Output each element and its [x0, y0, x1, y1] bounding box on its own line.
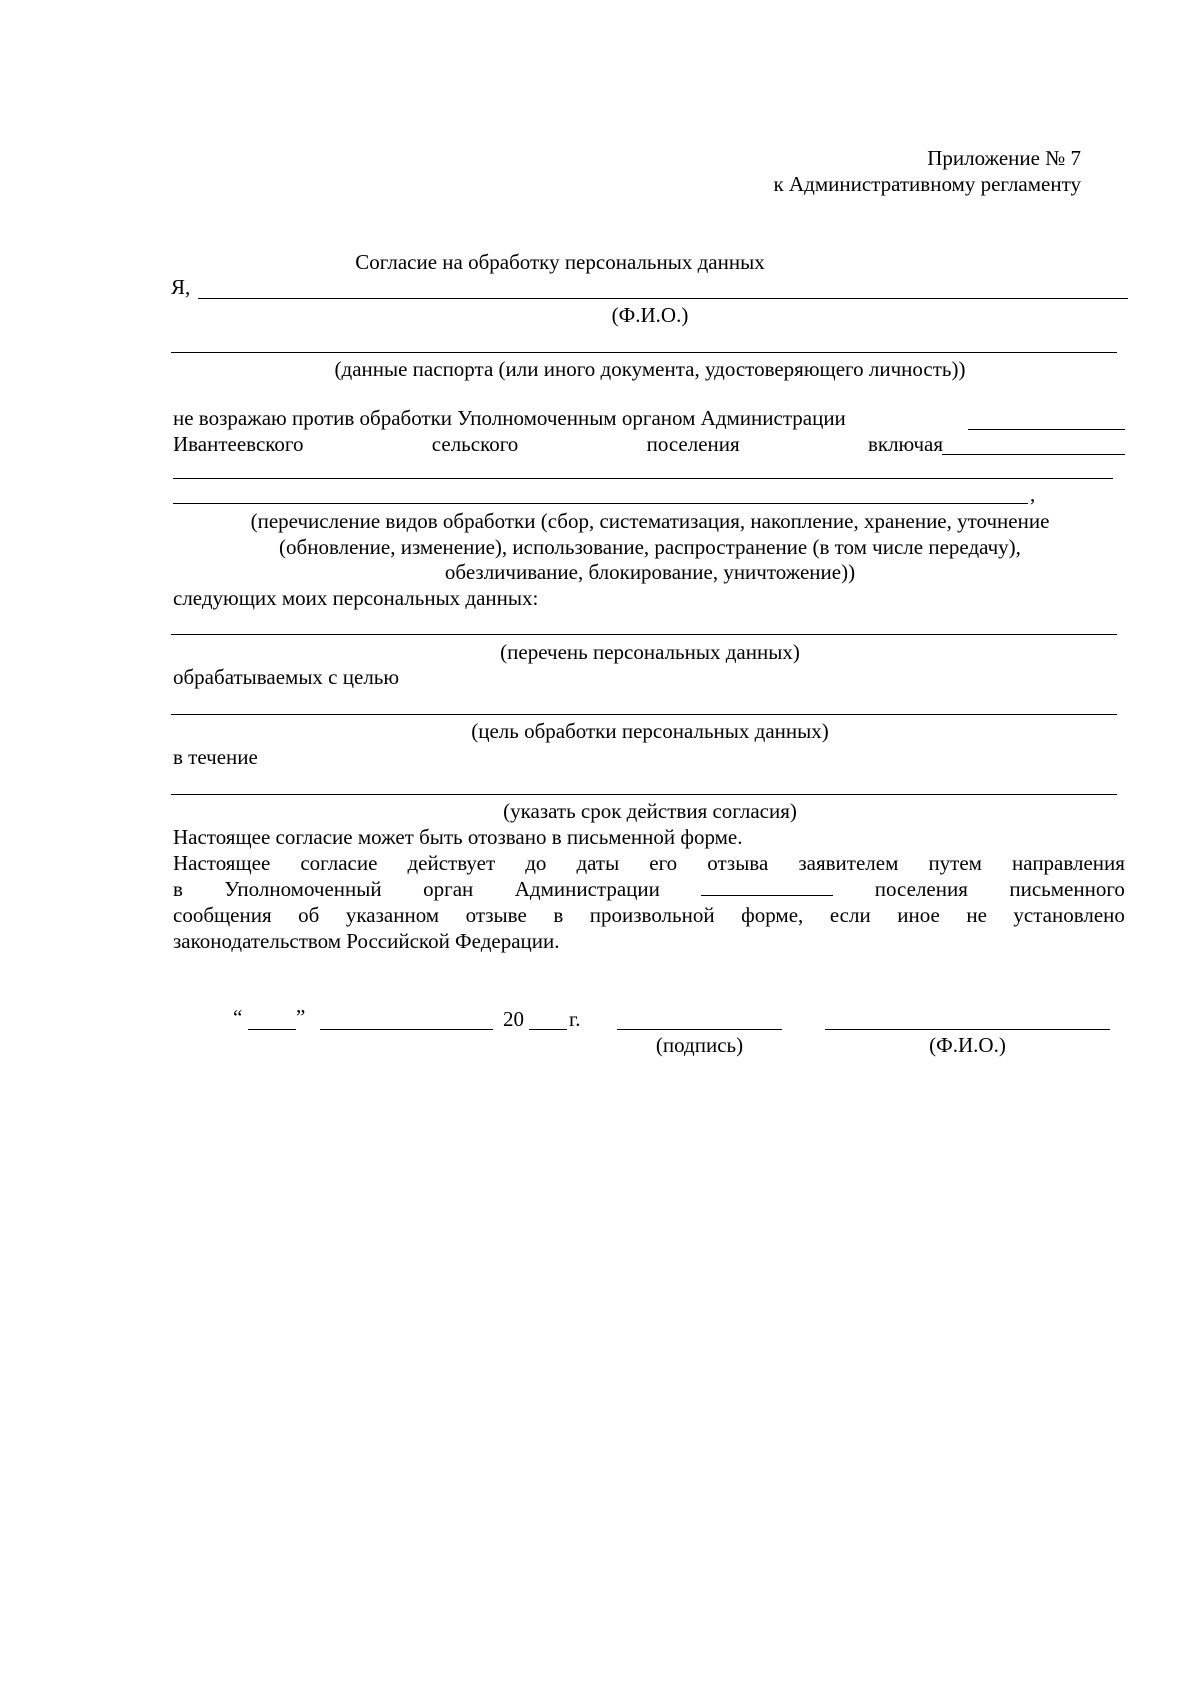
data-list-field[interactable] — [171, 634, 1117, 635]
administration-field[interactable] — [968, 429, 1125, 430]
year-field[interactable] — [529, 1029, 567, 1030]
term-caption: (указать срок действия согласия) — [503, 799, 797, 823]
passport-caption: (данные паспорта (или иного документа, удостоверяющего личность)) — [334, 357, 966, 381]
appendix-number: Приложение № 7 — [927, 146, 1081, 170]
processing-caption-3: обезличивание, блокирование, уничтожение)) — [444, 560, 856, 584]
word: согласие — [300, 851, 378, 875]
purpose-field[interactable] — [171, 714, 1117, 715]
word: Администрации — [514, 877, 660, 901]
word: Настоящее — [173, 851, 271, 875]
word: поселения — [874, 877, 968, 901]
signature-fio-caption: (Ф.И.О.) — [929, 1033, 1006, 1057]
word: установлено — [1013, 903, 1125, 927]
signature-caption: (подпись) — [655, 1033, 744, 1057]
word: сообщения — [173, 903, 272, 927]
fio-caption: (Ф.И.О.) — [611, 303, 689, 327]
word: если — [829, 903, 871, 927]
revocation-line2 — [173, 851, 1125, 875]
fio-field[interactable] — [198, 298, 1128, 299]
word: направления — [1012, 851, 1125, 875]
intro-label: Я, — [171, 275, 191, 299]
processing-caption-1: (перечисление видов обработки (сбор, систематизация, накопление, хранение, уточнение — [250, 509, 1050, 533]
passport-field[interactable] — [171, 352, 1117, 353]
date-quote-open: “ — [233, 1005, 243, 1029]
word: до — [525, 851, 547, 875]
month-field[interactable] — [320, 1029, 493, 1030]
data-list-caption: (перечень персональных данных) — [500, 640, 800, 664]
word: орган — [423, 877, 474, 901]
word: в — [173, 877, 183, 901]
word: форме, — [741, 903, 804, 927]
consent-text-line1: не возражаю против обработки Уполномоченным органом Администрации — [173, 406, 846, 430]
word: сельского — [431, 432, 519, 456]
word: произвольной — [589, 903, 715, 927]
signature-field[interactable] — [617, 1029, 782, 1030]
word: его — [649, 851, 678, 875]
date-quote-close: ” — [296, 1005, 306, 1029]
word: действует — [407, 851, 496, 875]
year-suffix: г. — [569, 1007, 581, 1031]
including-field[interactable] — [942, 454, 1125, 455]
appendix-reference: к Административному регламенту — [773, 172, 1081, 196]
processing-caption-2: (обновление, изменение), использование, распространение (в том числе передачу), — [279, 535, 1021, 559]
word: письменного — [1009, 877, 1125, 901]
day-field[interactable] — [248, 1029, 296, 1030]
purpose-label: обрабатываемых с целью — [173, 665, 400, 689]
word: включая — [867, 432, 943, 456]
document-title: Согласие на обработку персональных данных — [355, 250, 765, 274]
word: Уполномоченный — [224, 877, 382, 901]
revocation-line5: законодательством Российской Федерации. — [173, 929, 560, 953]
word: заявителем — [798, 851, 899, 875]
word: указанном — [345, 903, 440, 927]
revocation-line4 — [173, 903, 1125, 927]
revocation-line1: Настоящее согласие может быть отозвано в письменной форме. — [173, 825, 743, 849]
term-field[interactable] — [171, 794, 1117, 795]
word: об — [298, 903, 320, 927]
word: отзыве — [465, 903, 527, 927]
word: иное — [897, 903, 940, 927]
signature-fio-field[interactable] — [825, 1029, 1110, 1030]
word: не — [966, 903, 987, 927]
following-label: следующих моих персональных данных: — [173, 586, 539, 610]
processing-comma: , — [1030, 482, 1036, 506]
consent-text-line2 — [173, 432, 943, 456]
word: даты — [576, 851, 620, 875]
purpose-caption: (цель обработки персональных данных) — [471, 719, 829, 743]
word: поселения — [646, 432, 740, 456]
word: отзыва — [707, 851, 769, 875]
word: путем — [928, 851, 982, 875]
term-label: в течение — [173, 745, 258, 769]
word: Ивантеевского — [173, 432, 304, 456]
word: в — [553, 903, 564, 927]
settlement-field[interactable] — [701, 877, 833, 896]
revocation-line3 — [173, 877, 1125, 901]
processing-field-1[interactable] — [173, 478, 1113, 479]
year-prefix: 20 — [503, 1007, 524, 1031]
processing-field-2[interactable] — [173, 503, 1028, 504]
